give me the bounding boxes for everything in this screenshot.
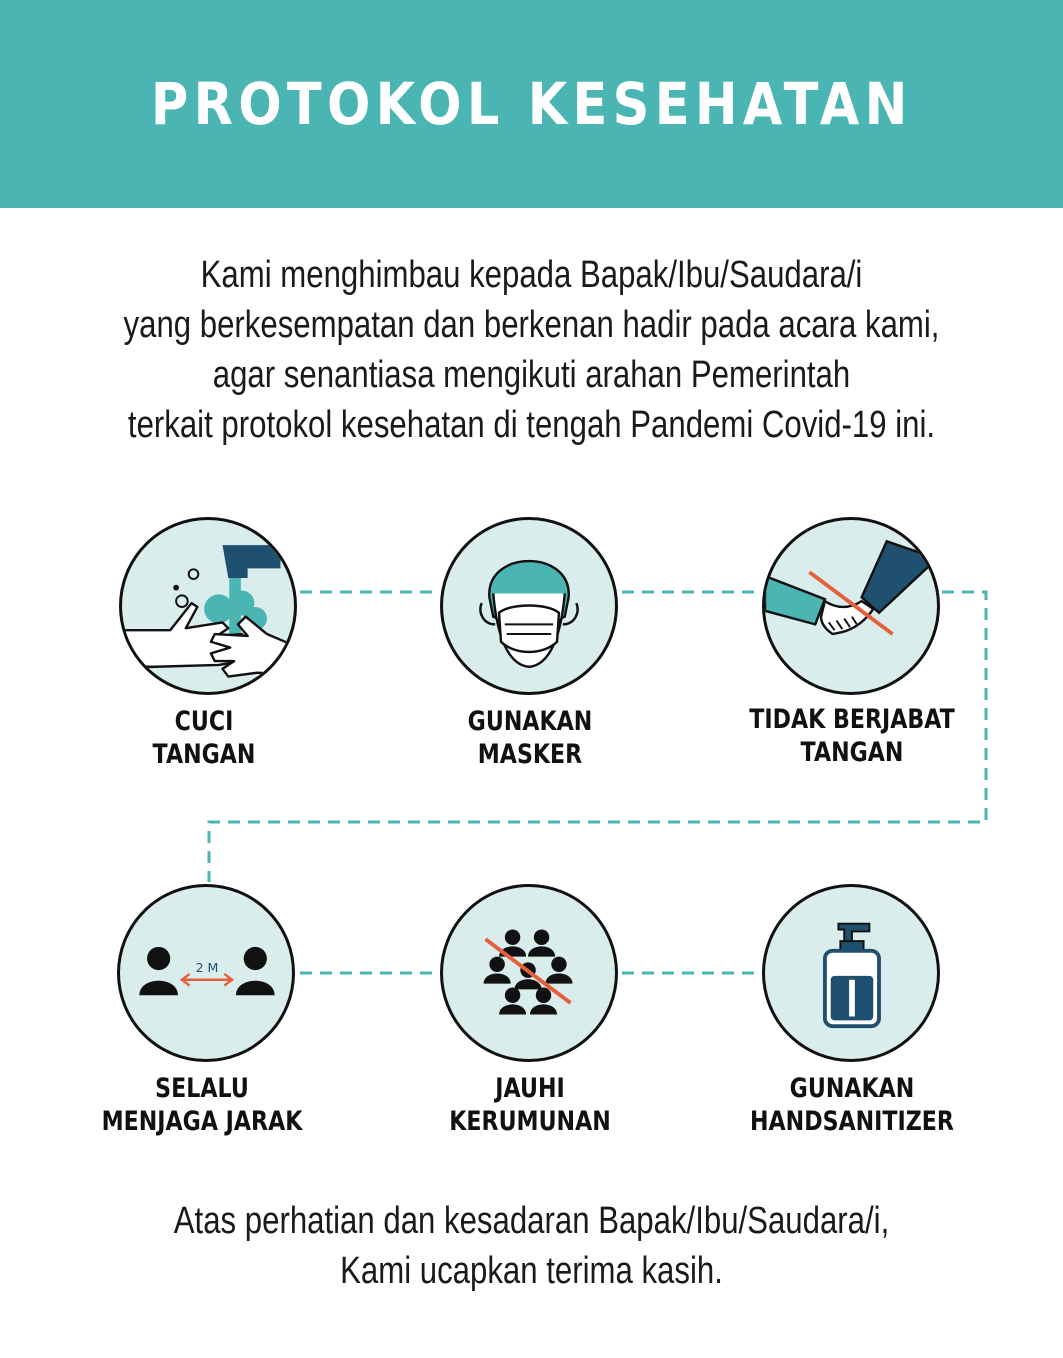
closing-text <box>0 1196 1063 1296</box>
hand-wash-icon <box>119 517 297 695</box>
no-handshake-icon <box>762 517 940 695</box>
label-tidak-berjabat-tangan: TIDAK BERJABAT TANGAN <box>749 704 955 768</box>
distance-label: 2 M <box>195 960 219 976</box>
distance-icon <box>117 884 295 1062</box>
closing-line-1: Atas perhatian dan kesadaran Bapak/Ibu/Saudara/i, <box>173 1200 890 1242</box>
intro-line-1: Kami menghimbau kepada Bapak/Ibu/Saudara/i <box>200 254 863 296</box>
face-mask-icon <box>440 517 618 695</box>
intro-line-2: yang berkesempatan dan berkenan hadir pada acara kami, <box>123 304 940 346</box>
label-jauhi-kerumunan: JAUHI KERUMUNAN <box>449 1073 611 1137</box>
label-gunakan-masker: GUNAKAN MASKER <box>467 706 593 770</box>
intro-line-3: agar senantiasa mengikuti arahan Pemerintah <box>212 354 851 396</box>
label-gunakan-handsanitizer: GUNAKAN HANDSANITIZER <box>749 1073 954 1137</box>
hand-sanitizer-icon <box>762 884 940 1062</box>
label-selalu-menjaga-jarak: SELALU MENJAGA JARAK <box>101 1073 303 1137</box>
label-cuci-tangan: CUCI TANGAN <box>152 706 256 770</box>
closing-line-2: Kami ucapkan terima kasih. <box>340 1250 723 1292</box>
no-crowd-icon <box>440 884 618 1062</box>
intro-line-4: terkait protokol kesehatan di tengah Pandemi Covid-19 ini. <box>127 404 936 446</box>
page-title: PROTOKOL KESEHATAN <box>150 70 913 138</box>
